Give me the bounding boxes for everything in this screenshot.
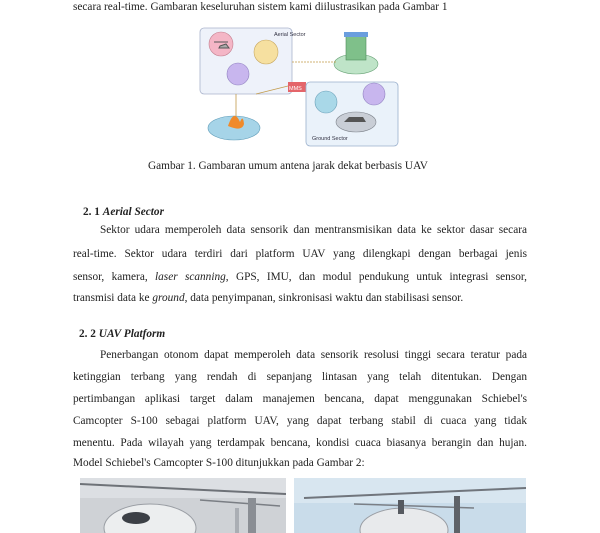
section-2-2-title: UAV Platform [98,328,166,340]
paragraph-line: menentu. Pada wilayah yang terdampak bencana, kondisi cuaca biasanya berangin dan hujan. [73,437,527,449]
figure-1-diagram [196,22,402,152]
paragraph-line: transmisi data ke ground, data penyimpanan, sinkronisasi waktu dan stabilisasi sensor. [73,292,464,304]
section-2-2-number: 2. 2 [79,328,96,340]
mms-label: MMS [289,86,302,92]
figure-1-caption: Gambar 1. Gambaran umum antena jarak dekat berbasis UAV [148,160,428,172]
paragraph-line: Model Schiebel's Camcopter S-100 ditunjukkan pada Gambar 2: [73,457,365,469]
aerial-node-1 [209,32,233,56]
server-icon [346,36,366,60]
ground-node-2 [363,83,385,105]
paragraph-line: sensor, kamera, laser scanning, GPS, IMU, dan modul pendukung untuk integrasi sensor, [73,271,528,283]
paragraph-line: Sektor udara memperoleh data sensorik dan mentransmisikan data ke sektor dasar secara [100,224,527,236]
camcopter-photo-right [294,478,526,533]
paragraph-line: Camcopter S-100 sebagai platform UAV, yang dapat terbang stabil di cuaca yang tidak [73,415,527,427]
section-2-1-number: 2. 1 [83,206,100,218]
section-2-2-heading [79,327,165,341]
camcopter-photo-left [80,478,286,533]
section-2-1-heading [83,205,164,219]
paragraph-line: real-time. Sektor udara terdiri dari platform UAV yang dilengkapi dengan berbagai jenis [73,248,527,260]
paragraph-line: Penerbangan otonom dapat memperoleh data sensorik resolusi tinggi secara teratur pada [100,349,527,361]
paragraph-line: pertimbangan aplikasi target dalam manajemen bencana, dapat menggunakan Schiebel's [73,393,527,405]
aerial-node-3 [227,63,249,85]
section-2-1-title: Aerial Sector [102,206,164,218]
intro-line: secara real-time. Gambaran keseluruhan sistem kami diilustrasikan pada Gambar 1 [73,1,448,13]
paragraph-line: ketinggian terbang yang rendah di sepanjang lintasan yang telah ditentukan. Dengan [73,371,527,383]
aerial-node-2 [254,40,278,64]
ground-sector-label: Ground Sector [312,136,348,142]
ground-node-1 [315,91,337,113]
aerial-sector-label: Aerial Sector [274,32,306,38]
